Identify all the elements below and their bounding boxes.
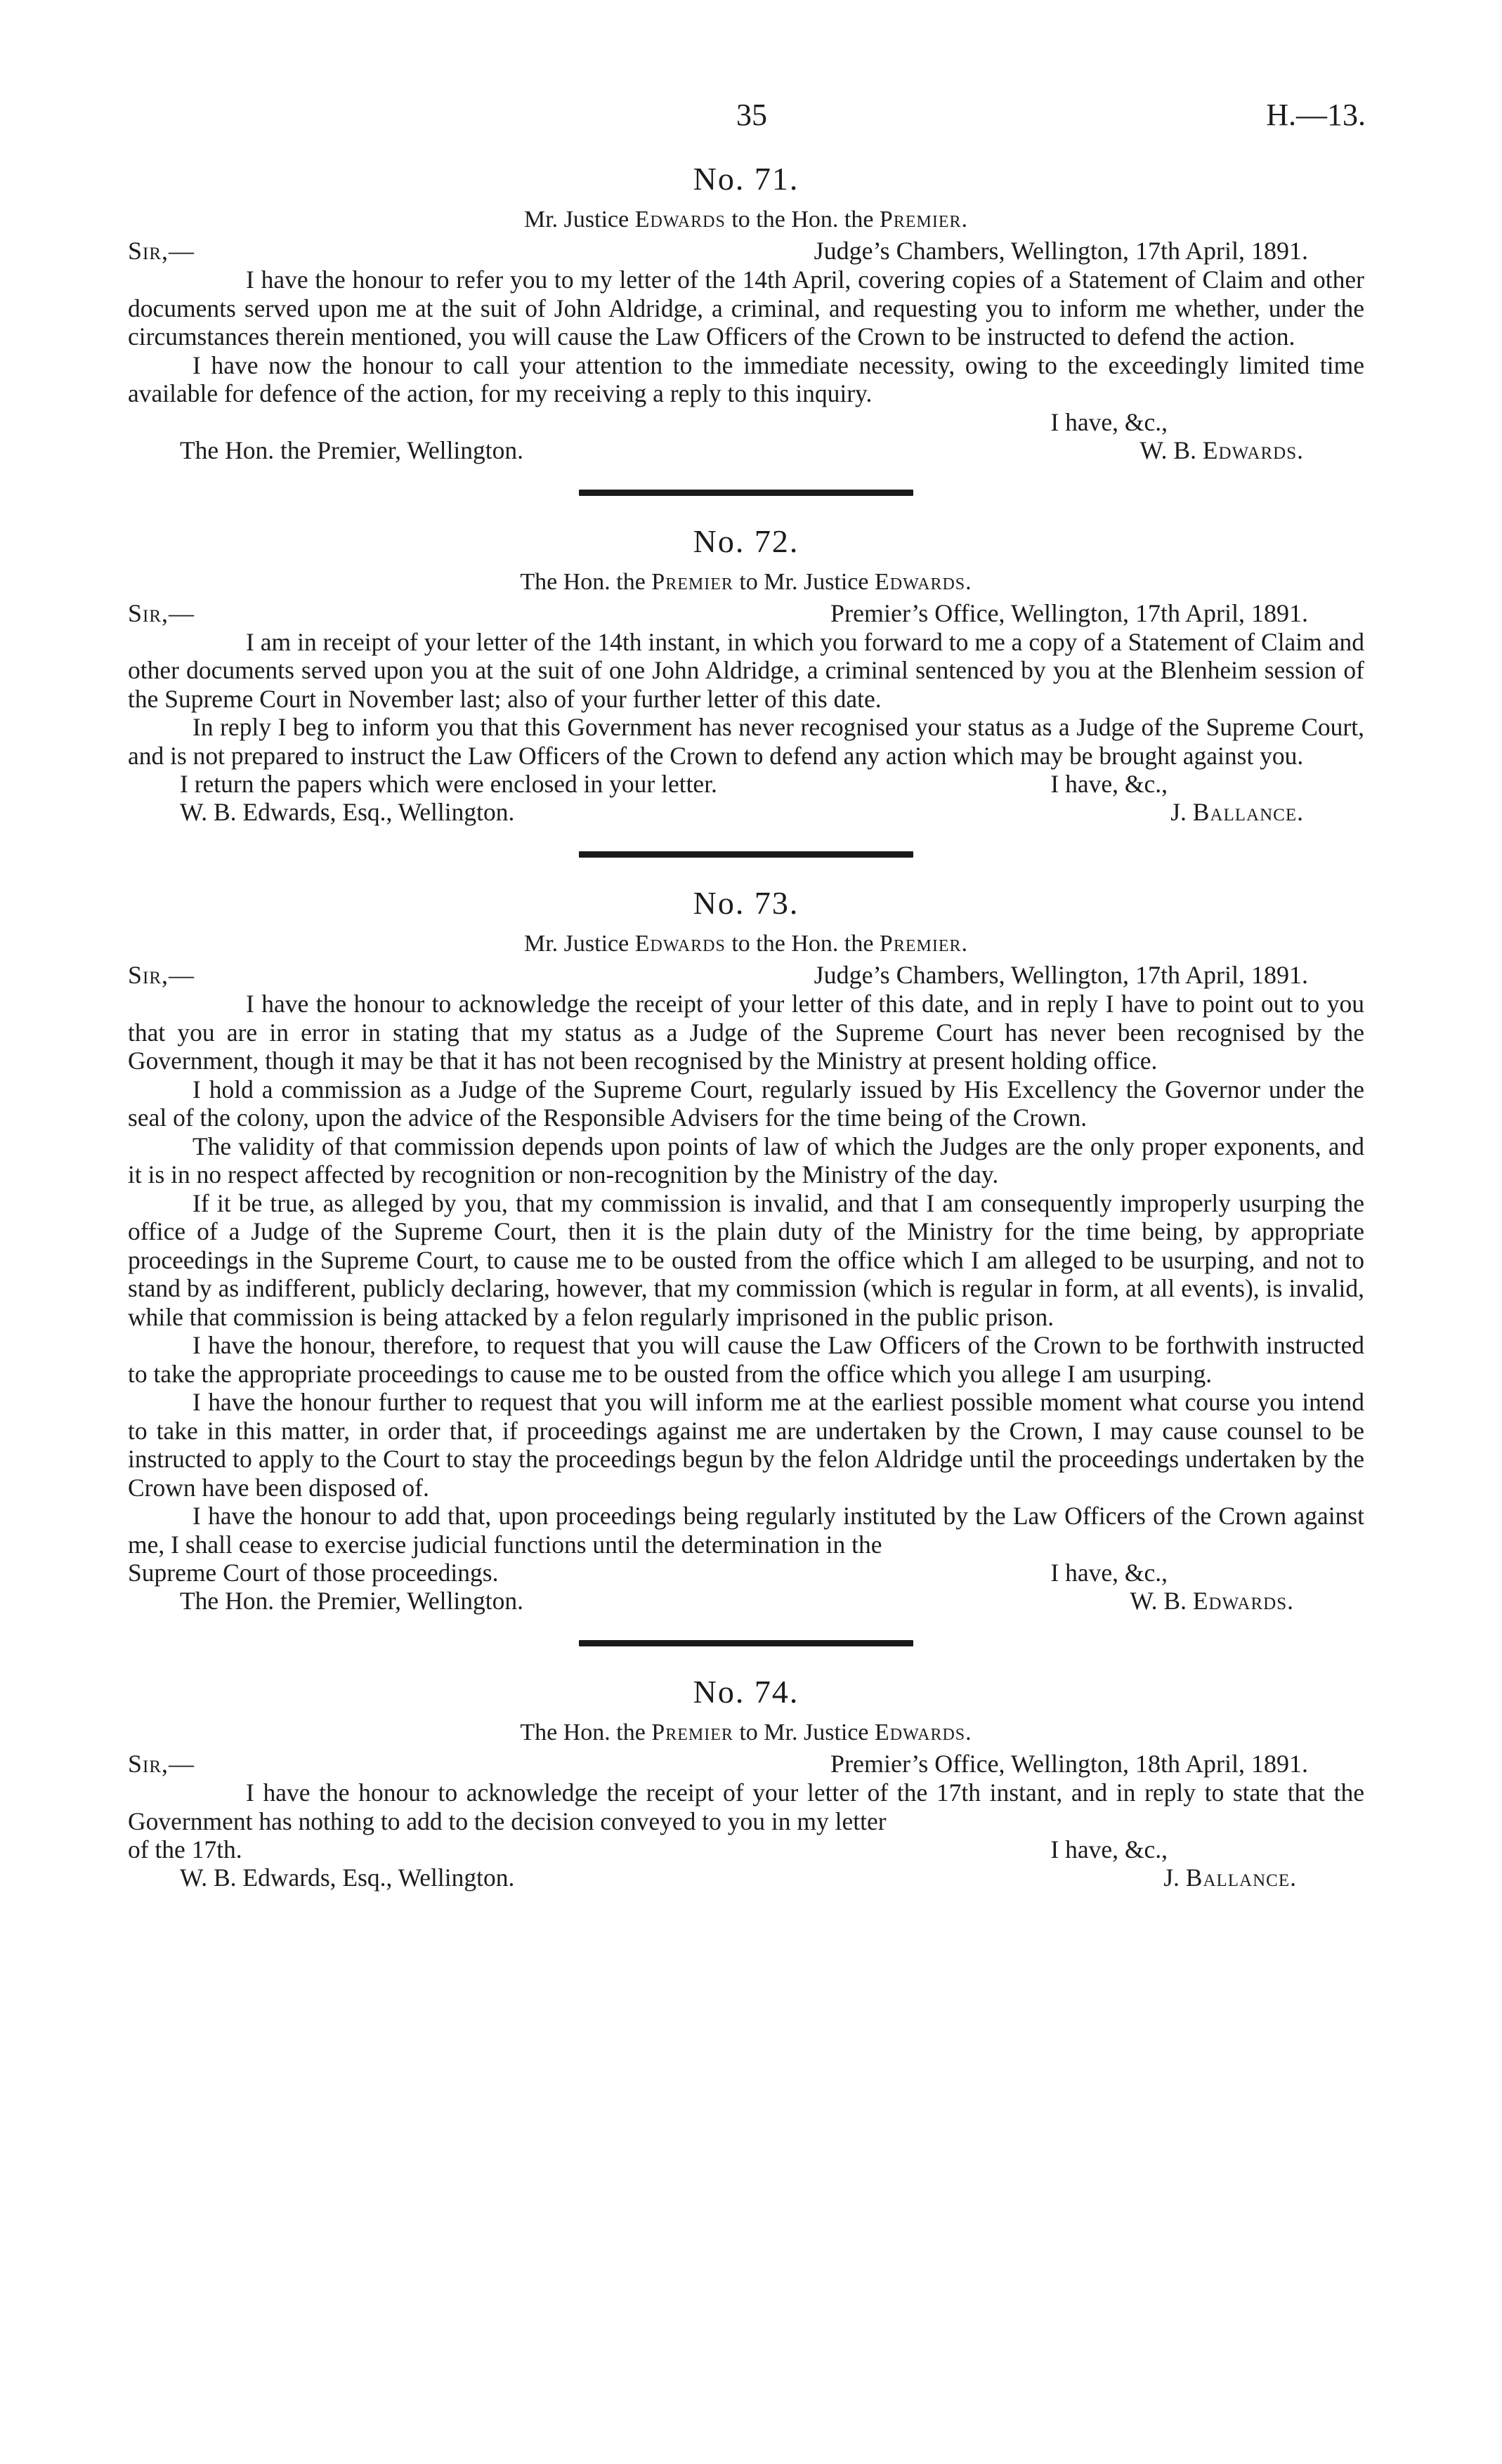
- letter-heading: [128, 566, 1364, 598]
- signature-initials: J.: [1163, 1863, 1180, 1892]
- signature-row: [128, 798, 1364, 826]
- paragraph: I am in receipt of your letter of the 14th instant, in which you forward to me a copy of a Statement of Claim and other documents served upon you at the suit of one John Aldridge, a criminal sentenced by you at the Blenheim session of the Supreme Court in November last; also of your further letter of this date.: [128, 627, 1364, 713]
- closing: I have, &c.,: [1050, 1835, 1168, 1863]
- last-line: Supreme Court of those proceedings.: [128, 1559, 499, 1587]
- letter-heading: [128, 204, 1364, 236]
- document-reference: H.—13.: [1266, 98, 1366, 132]
- addressee: W. B. Edwards, Esq., Wellington.: [180, 798, 515, 826]
- letter-number: No. 72.: [693, 523, 799, 559]
- place-date: Judge’s Chambers, Wellington, 17th April, 1891.: [814, 961, 1308, 989]
- heading-from: Mr. Justice: [524, 207, 629, 232]
- paragraph: I have the honour, therefore, to request that you will cause the Law Officers of the Crown to be forthwith instructed to take the appropriate proceedings to cause me to be ousted from the office which you allege I am usurping.: [128, 1331, 1364, 1388]
- letter-number: No. 71.: [693, 161, 799, 197]
- signature: [1163, 1863, 1297, 1892]
- letter-number: No. 74.: [693, 1674, 799, 1710]
- section-divider: [579, 1640, 913, 1646]
- heading-joiner: to Mr. Justice: [739, 1719, 869, 1745]
- heading-to-name: Edwards.: [875, 568, 972, 595]
- page-number: 35: [736, 98, 767, 132]
- heading-from-name: Premier: [651, 568, 733, 595]
- heading-to-name: Premier.: [879, 207, 968, 232]
- signature: [1170, 798, 1304, 826]
- section-divider: [579, 490, 913, 496]
- paragraph: The validity of that commission depends upon points of law of which the Judges are the only proper exponents, and it is in no respect affected by recognition or non-recognition by the Ministry of the day.: [128, 1132, 1364, 1188]
- paragraph: I hold a commission as a Judge of the Supreme Court, regularly issued by His Excellency the Governor under the seal of the colony, upon the advice of the Responsible Advisers for the time being of the Crown.: [128, 1075, 1364, 1132]
- signature-row: [128, 1863, 1364, 1892]
- paragraph: I have the honour to refer you to my letter of the 14th April, covering copies of a Statement of Claim and other documents served upon me at the suit of John Aldridge, a criminal, and requesting you to inform me whether, under the circumstances therein mentioned, you will cause the Law Officers of the Crown to be instructed to defend the action.: [128, 266, 1364, 350]
- last-line: of the 17th.: [128, 1835, 242, 1863]
- closing-row: [128, 408, 1364, 436]
- salutation: Sir,—: [128, 598, 195, 627]
- heading-to-name: Edwards.: [875, 1719, 972, 1745]
- heading-from-name: Edwards: [634, 931, 726, 957]
- signature-name: Edwards.: [1192, 1587, 1294, 1615]
- place-date: Premier’s Office, Wellington, 18th April, 1891.: [830, 1750, 1308, 1778]
- paragraph: If it be true, as alleged by you, that my commission is invalid, and that I am consequently improperly usurping the office of a Judge of the Supreme Court, then it is the plain duty of the Ministry for the time being, by appropriate proceedings in the Supreme Court, to cause me to be ousted from the office which I am alleged to be usurping, and not to stand by as indifferent, publicly declaring, however, that my commission (which is regular in form, at all events), is invalid, while that commission is being attacked by a felon regularly imprisoned in the public prison.: [128, 1188, 1364, 1331]
- letter-72: [128, 517, 1364, 827]
- closing: I have, &c.,: [1050, 1559, 1168, 1587]
- heading-from: The Hon. the: [520, 568, 646, 595]
- letters-column: [128, 155, 1364, 1892]
- salutation-line: [128, 1749, 1364, 1778]
- salutation-line: [128, 236, 1364, 266]
- addressee: W. B. Edwards, Esq., Wellington.: [180, 1863, 515, 1892]
- letter-heading: [128, 1717, 1364, 1749]
- heading-to-name: Premier.: [879, 931, 968, 957]
- salutation: Sir,—: [128, 1750, 195, 1778]
- heading-joiner: to Mr. Justice: [739, 568, 869, 595]
- signature-initials: J.: [1170, 798, 1187, 826]
- addressee: The Hon. the Premier, Wellington.: [180, 435, 524, 464]
- paragraph: I have now the honour to call your attention to the immediate necessity, owing to the exceedingly limited time available for defence of the action, for my receiving a reply to this inquiry.: [128, 350, 1364, 407]
- place-date: Premier’s Office, Wellington, 17th April, 1891.: [830, 598, 1308, 627]
- letter-71: [128, 155, 1364, 464]
- heading-from: The Hon. the: [520, 1719, 646, 1745]
- signature-name: Ballance.: [1185, 1863, 1297, 1892]
- paragraph: I have the honour to acknowledge the receipt of your letter of this date, and in reply I have to point out to you that you are in error in stating that my status as a Judge of the Supreme Court has never been recognised by the Government, though it may be that it has not been recognised by the Ministry at present holding office.: [128, 990, 1364, 1075]
- salutation-line: [128, 598, 1364, 628]
- section-divider: [579, 851, 913, 858]
- paragraph: I have the honour further to request that you will inform me at the earliest possible moment what course you intend to take in this matter, in order that, if proceedings against me are undertaken by the Crown, I may cause counsel to be instructed to apply to the Court to stay the proceedings begun by the felon Aldridge until the proceedings undertaken by the Crown have been disposed of.: [128, 1388, 1364, 1502]
- salutation: Sir,—: [128, 961, 195, 989]
- paragraph: I have the honour to add that, upon proceedings being regularly instituted by the Law Officers of the Crown against me, I shall cease to exercise judicial functions until the determination in the: [128, 1502, 1364, 1559]
- closing: I have, &c.,: [1050, 770, 1168, 798]
- paragraph: I have the honour to acknowledge the receipt of your letter of the 17th instant, and in reply to state that the Government has nothing to add to the decision conveyed to you in my letter: [128, 1778, 1364, 1835]
- signature-initials: W. B.: [1130, 1587, 1187, 1615]
- heading-joiner: to the Hon. the: [731, 931, 874, 957]
- closing-row: [128, 770, 1364, 798]
- signature: [1130, 1587, 1294, 1615]
- letter-73: [128, 879, 1364, 1615]
- signature-initials: W. B.: [1139, 435, 1196, 464]
- salutation-line: [128, 960, 1364, 990]
- closing: I have, &c.,: [1050, 407, 1168, 436]
- signature-name: Ballance.: [1192, 798, 1304, 826]
- heading-joiner: to the Hon. the: [731, 207, 874, 232]
- place-date: Judge’s Chambers, Wellington, 17th April, 1891.: [814, 237, 1308, 265]
- closing-row: [128, 1835, 1364, 1863]
- signature-name: Edwards.: [1202, 435, 1304, 464]
- heading-from-name: Premier: [651, 1719, 733, 1745]
- addressee: The Hon. the Premier, Wellington.: [180, 1587, 524, 1615]
- signature: [1139, 436, 1304, 464]
- signature-row: [128, 436, 1364, 464]
- last-line: I return the papers which were enclosed in your letter.: [180, 770, 717, 798]
- heading-from-name: Edwards: [634, 207, 726, 232]
- heading-from: Mr. Justice: [524, 931, 629, 957]
- salutation: Sir,—: [128, 237, 195, 265]
- closing-row: [128, 1559, 1364, 1587]
- signature-row: [128, 1587, 1364, 1615]
- paragraph: In reply I beg to inform you that this Government has never recognised your status as a Judge of the Supreme Court, and is not prepared to instruct the Law Officers of the Crown to defend any action which may be brought against you.: [128, 713, 1364, 770]
- letter-74: [128, 1667, 1364, 1892]
- letter-heading: [128, 928, 1364, 960]
- letter-number: No. 73.: [693, 885, 799, 921]
